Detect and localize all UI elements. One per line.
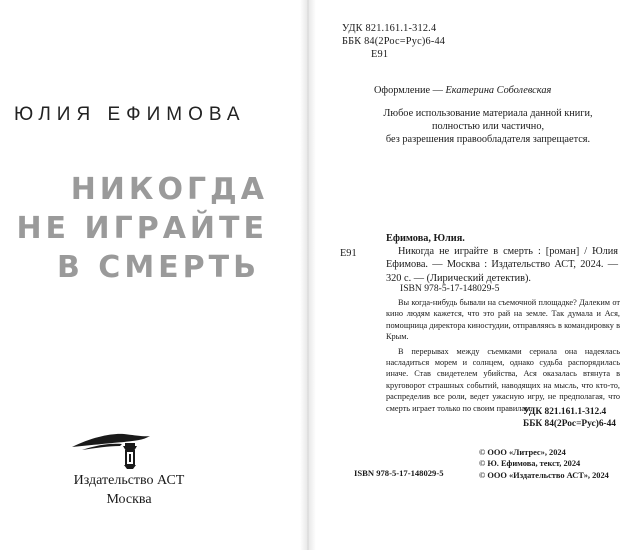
- book-title: [0, 170, 300, 287]
- book-spine-gutter: [300, 0, 316, 550]
- copyright-line-1: © ООО «Литрес», 2024: [479, 448, 566, 457]
- classification-codes-bottom: [523, 407, 616, 430]
- copyright-line-3: © ООО «Издательство АСТ», 2024: [479, 470, 609, 480]
- author-name: ЮЛИЯ ЕФИМОВА: [14, 104, 246, 125]
- imprint-page: [316, 0, 621, 550]
- designer-name: Екатерина Соболевская: [445, 85, 552, 96]
- design-credit: [374, 84, 551, 97]
- classification-codes-top: [342, 22, 445, 62]
- title-line-3: В СМЕРТЬ: [57, 250, 260, 285]
- isbn-bottom: ISBN 978-5-17-148029-5: [354, 468, 444, 478]
- title-page: [0, 0, 300, 550]
- bbk-code: ББК 84(2Рос=Рус)6-44: [342, 36, 446, 48]
- bibliographic-record: [386, 232, 618, 285]
- biblio-description: Никогда не играйте в смерть : [роман] / Юлия Ефимова. — Москва : Издательство АСТ, 2024. — 320 с. — (Лирический детектив).: [386, 246, 618, 284]
- biblio-author: Ефимова, Юлия.: [386, 233, 465, 244]
- annotation-paragraph-2: В перерывах между съемками сериала она надеялась насладиться морем и солнцем, однако судьба распорядилась иначе. Став свидетелем убийства, Ася оказалась втянута в круговорот страшных событий, наводящих на мысль, что кто-то, распределив все роли, ведет ужасную игру, не предполагая, что смерть играет только по своим правилам.: [386, 346, 620, 413]
- udk-code-bottom: УДК 821.161.1-312.4: [523, 407, 607, 417]
- bbk-code-bottom: ББК 84(2Рос=Рус)6-44: [523, 418, 616, 429]
- author-mark: Е91: [371, 49, 389, 61]
- catalog-author-mark: Е91: [340, 248, 357, 259]
- publisher-block: [54, 471, 204, 509]
- annotation-paragraph-1: Вы когда-нибудь бывали на съемочной площадке? Далеким от кино людям кажется, что это рай на земле. Так думала и Ася, помощница директора киностудии, отправляясь в командировку в Крым.: [386, 298, 620, 342]
- rights-line-1: Любое использование материала данной книги,: [383, 108, 593, 119]
- isbn-record: ISBN 978-5-17-148029-5: [400, 283, 500, 294]
- title-line-1: НИКОГДА: [70, 172, 268, 207]
- udk-code: УДК 821.161.1-312.4: [342, 23, 437, 34]
- copyright-line-2: © Ю. Ефимова, текст, 2024: [479, 459, 581, 469]
- title-line-2: НЕ ИГРАЙТЕ: [16, 211, 268, 246]
- copyright-notices: [479, 447, 609, 481]
- annotation: [386, 297, 620, 417]
- publisher-city: Москва: [106, 492, 152, 507]
- design-label: Оформление —: [374, 85, 446, 96]
- publisher-name: Издательство АСТ: [73, 473, 185, 488]
- rights-line-2: полностью или частично,: [431, 121, 545, 133]
- rights-line-3: без разрешения правообладателя запрещается.: [385, 134, 591, 146]
- rights-notice: [352, 107, 621, 147]
